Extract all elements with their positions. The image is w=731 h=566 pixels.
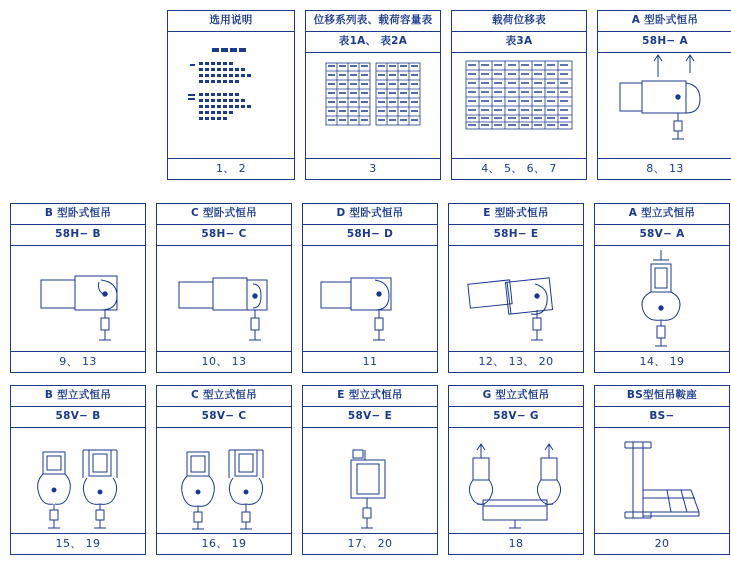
card-type-e-horizontal[interactable] bbox=[448, 203, 584, 373]
card-type-c-horizontal[interactable] bbox=[156, 203, 292, 373]
card-figure bbox=[11, 428, 145, 533]
card-header: D 型卧式恒吊 bbox=[303, 204, 437, 225]
card-header: C 型立式恒吊 bbox=[157, 386, 291, 407]
card-type-e-vertical[interactable] bbox=[302, 385, 438, 555]
card-footer: 10、 13 bbox=[157, 351, 291, 372]
card-figure bbox=[452, 53, 586, 158]
table-grid-pair-icon bbox=[306, 53, 439, 142]
card-header: BS型恒吊鞍座 bbox=[595, 386, 729, 407]
card-figure bbox=[595, 246, 729, 351]
card-header: B 型立式恒吊 bbox=[11, 386, 145, 407]
card-footer: 1、 2 bbox=[168, 158, 294, 179]
card-header: A 型立式恒吊 bbox=[595, 204, 729, 225]
row-2 bbox=[10, 203, 730, 373]
card-subheader: BS− bbox=[595, 407, 729, 428]
card-type-b-vertical[interactable] bbox=[10, 385, 146, 555]
card-header: 选用说明 bbox=[168, 11, 294, 32]
card-footer: 12、 13、 20 bbox=[449, 351, 583, 372]
table-grid-wide-icon bbox=[452, 53, 585, 142]
row-3 bbox=[10, 385, 730, 555]
card-type-d-horizontal[interactable] bbox=[302, 203, 438, 373]
card-figure bbox=[303, 246, 437, 351]
card-type-a-horizontal[interactable] bbox=[597, 10, 731, 180]
card-header: G 型立式恒吊 bbox=[449, 386, 583, 407]
row-1 bbox=[167, 10, 731, 180]
card-footer: 9、 13 bbox=[11, 351, 145, 372]
vertical-hanger-e-icon bbox=[303, 428, 436, 533]
card-figure bbox=[306, 53, 440, 158]
card-header: E 型立式恒吊 bbox=[303, 386, 437, 407]
card-type-a-vertical[interactable] bbox=[594, 203, 730, 373]
card-type-g-vertical[interactable] bbox=[448, 385, 584, 555]
card-displacement-series[interactable] bbox=[305, 10, 441, 180]
horizontal-hanger-e-icon bbox=[449, 246, 582, 351]
horizontal-hanger-d-icon bbox=[303, 246, 436, 351]
card-footer: 20 bbox=[595, 533, 729, 554]
card-footer: 4、 5、 6、 7 bbox=[452, 158, 586, 179]
card-footer: 16、 19 bbox=[157, 533, 291, 554]
card-type-b-horizontal[interactable] bbox=[10, 203, 146, 373]
card-figure bbox=[303, 428, 437, 533]
card-subheader: 58H− A bbox=[598, 32, 731, 53]
card-figure bbox=[449, 246, 583, 351]
card-footer: 15、 19 bbox=[11, 533, 145, 554]
card-header: A 型卧式恒吊 bbox=[598, 11, 731, 32]
card-load-displacement-table[interactable] bbox=[451, 10, 587, 180]
card-subheader: 表1A、 表2A bbox=[306, 32, 440, 53]
card-subheader: 58H− D bbox=[303, 225, 437, 246]
card-type-c-vertical[interactable] bbox=[156, 385, 292, 555]
card-figure bbox=[595, 428, 729, 533]
vertical-hanger-b-icon bbox=[11, 428, 144, 533]
card-figure bbox=[449, 428, 583, 533]
card-subheader: 58H− B bbox=[11, 225, 145, 246]
card-header: 载荷位移表 bbox=[452, 11, 586, 32]
saddle-bs-icon bbox=[595, 428, 728, 533]
card-subheader: 58V− C bbox=[157, 407, 291, 428]
card-subheader: 58V− G bbox=[449, 407, 583, 428]
vertical-hanger-g-icon bbox=[449, 428, 582, 533]
horizontal-hanger-b-icon bbox=[11, 246, 144, 351]
card-footer: 17、 20 bbox=[303, 533, 437, 554]
card-subheader: 58V− E bbox=[303, 407, 437, 428]
card-subheader: 58V− A bbox=[595, 225, 729, 246]
card-subheader: 表3A bbox=[452, 32, 586, 53]
card-subheader: 58H− C bbox=[157, 225, 291, 246]
card-footer: 18 bbox=[449, 533, 583, 554]
horizontal-hanger-c-icon bbox=[157, 246, 290, 351]
card-header: E 型卧式恒吊 bbox=[449, 204, 583, 225]
card-figure bbox=[11, 246, 145, 351]
card-subheader: 58V− B bbox=[11, 407, 145, 428]
card-footer: 3 bbox=[306, 158, 440, 179]
vertical-hanger-a-icon bbox=[595, 246, 728, 351]
card-selection-notes[interactable] bbox=[167, 10, 295, 180]
card-header: B 型卧式恒吊 bbox=[11, 204, 145, 225]
card-figure bbox=[598, 53, 731, 158]
card-figure bbox=[157, 428, 291, 533]
card-footer: 8、 13 bbox=[598, 158, 731, 179]
horizontal-hanger-a-icon bbox=[598, 53, 731, 142]
card-header: C 型卧式恒吊 bbox=[157, 204, 291, 225]
card-footer: 14、 19 bbox=[595, 351, 729, 372]
text-block-lines-icon bbox=[168, 32, 293, 141]
card-bs-saddle[interactable] bbox=[594, 385, 730, 555]
card-figure bbox=[157, 246, 291, 351]
card-header: 位移系列表、载荷容量表 bbox=[306, 11, 440, 32]
card-footer: 11 bbox=[303, 351, 437, 372]
card-subheader: 58H− E bbox=[449, 225, 583, 246]
card-figure bbox=[168, 32, 294, 158]
vertical-hanger-c-icon bbox=[157, 428, 290, 533]
